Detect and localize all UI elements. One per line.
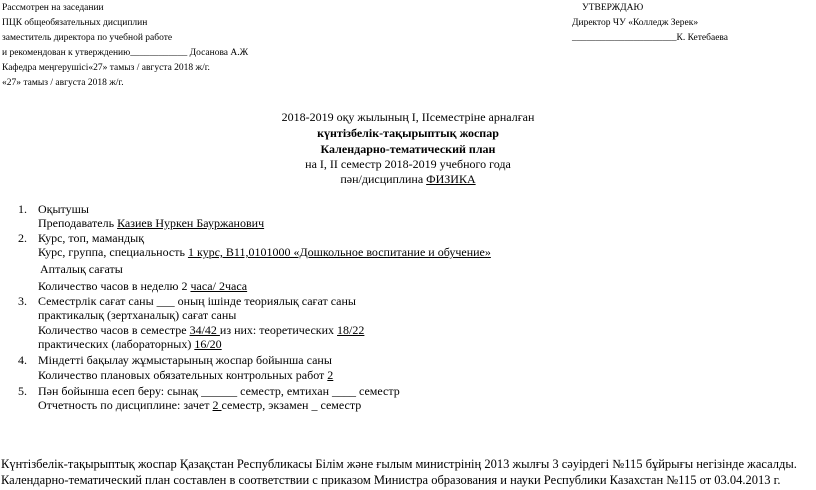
header-left-line: заместитель директора по учебной работе (2, 33, 173, 43)
footer-line: Календарно-тематический план составлен в соответствии с приказом Министра образования и науки Республики Казахстан №115 от 03.04.2013 г. (1, 473, 781, 487)
list-item (38, 337, 222, 351)
header-right-line: ______________________К. Кетебаева (572, 33, 728, 43)
item-label: Курс, группа, специальность (38, 245, 188, 259)
teacher-name: Казиев Нуркен Бауржанович (117, 216, 265, 230)
title-line: 2018-2019 оқу жылының І, ІІсеместріне арналған (281, 110, 535, 124)
list-item: Семестрлік сағат саны ___ оның ішінде теориялық сағат саны (38, 294, 356, 308)
list-item: Оқытушы (38, 202, 89, 216)
header-right-line: УТВЕРЖДАЮ (582, 3, 644, 13)
list-item: Міндетті бақылау жұмыстарының жоспар бойынша саны (38, 353, 332, 367)
item-number: 4. (18, 353, 27, 367)
item-label: Отчетность по дисциплине: зачет (38, 398, 213, 412)
credit-semester-value: 2 (212, 398, 222, 412)
list-item (38, 279, 247, 293)
weekly-hours-value: часа/ 2часа (190, 279, 248, 293)
list-item (38, 398, 361, 412)
subject-line (0, 172, 816, 186)
header-left-line: и рекомендован к утверждению____________ Досанова А.Ж (2, 48, 249, 58)
subject-name: ФИЗИКА (426, 172, 476, 186)
item-label: из них: теоретических (219, 323, 338, 337)
item-number: 5. (18, 384, 27, 398)
header-right-line: Директор ЧУ «Колледж Зерек» (572, 18, 699, 28)
title-line-bold: Календарно-тематический план (320, 142, 496, 156)
item-label: семестр, экзамен _ семестр (221, 398, 362, 412)
subject-prefix: пән/дисциплина (340, 172, 427, 186)
title-line: на І, ІІ семестр 2018-2019 учебного года (305, 157, 511, 171)
list-item (38, 245, 491, 259)
title-line-bold: күнтізбелік-тақырыптық жоспар (317, 126, 499, 140)
item-label: Преподаватель (38, 216, 118, 230)
list-item: практикалық (зертханалық) сағат саны (38, 308, 237, 322)
item-number: 1. (18, 202, 27, 216)
item-label: Количество плановых обязательных контрольных работ (38, 368, 328, 382)
item-label: Количество часов в семестре (38, 323, 190, 337)
list-item (38, 368, 333, 382)
header-left-line: Кафедра меңгерушісі«27» тамыз / августа 2018 ж/г. (2, 63, 210, 73)
control-works-value: 2 (327, 368, 334, 382)
practical-hours-value: 16/20 (194, 337, 222, 351)
theory-hours-value: 18/22 (337, 323, 365, 337)
item-number: 2. (18, 231, 27, 245)
list-item (38, 216, 264, 230)
footer-line: Күнтізбелік-тақырыптық жоспар Қазақстан Республикасы Білім және ғылым министрінің 2013 жылғы 3 сәуірдегі №115 бұйрығы негізінде жасалды. (1, 457, 797, 471)
item-label: Количество часов в неделю 2 (38, 279, 191, 293)
header-left-line: ПЦК общеобязательных дисциплин (2, 18, 148, 28)
item-number: 3. (18, 294, 27, 308)
semester-hours-value: 34/42 (189, 323, 220, 337)
item-label: практических (лабораторных) (38, 337, 195, 351)
list-item: Апталық сағаты (40, 262, 123, 276)
list-item: Курс, топ, мамандық (38, 231, 145, 245)
header-left-line: Рассмотрен на заседании (2, 3, 104, 13)
header-left-line: «27» тамыз / августа 2018 ж/г. (2, 78, 124, 88)
list-item: Пән бойынша есеп беру: сынақ ______ семестр, емтихан ____ семестр (38, 384, 400, 398)
list-item (38, 323, 364, 337)
course-value: 1 курс, В11,0101000 «Дошкольное воспитание и обучение» (187, 245, 491, 259)
